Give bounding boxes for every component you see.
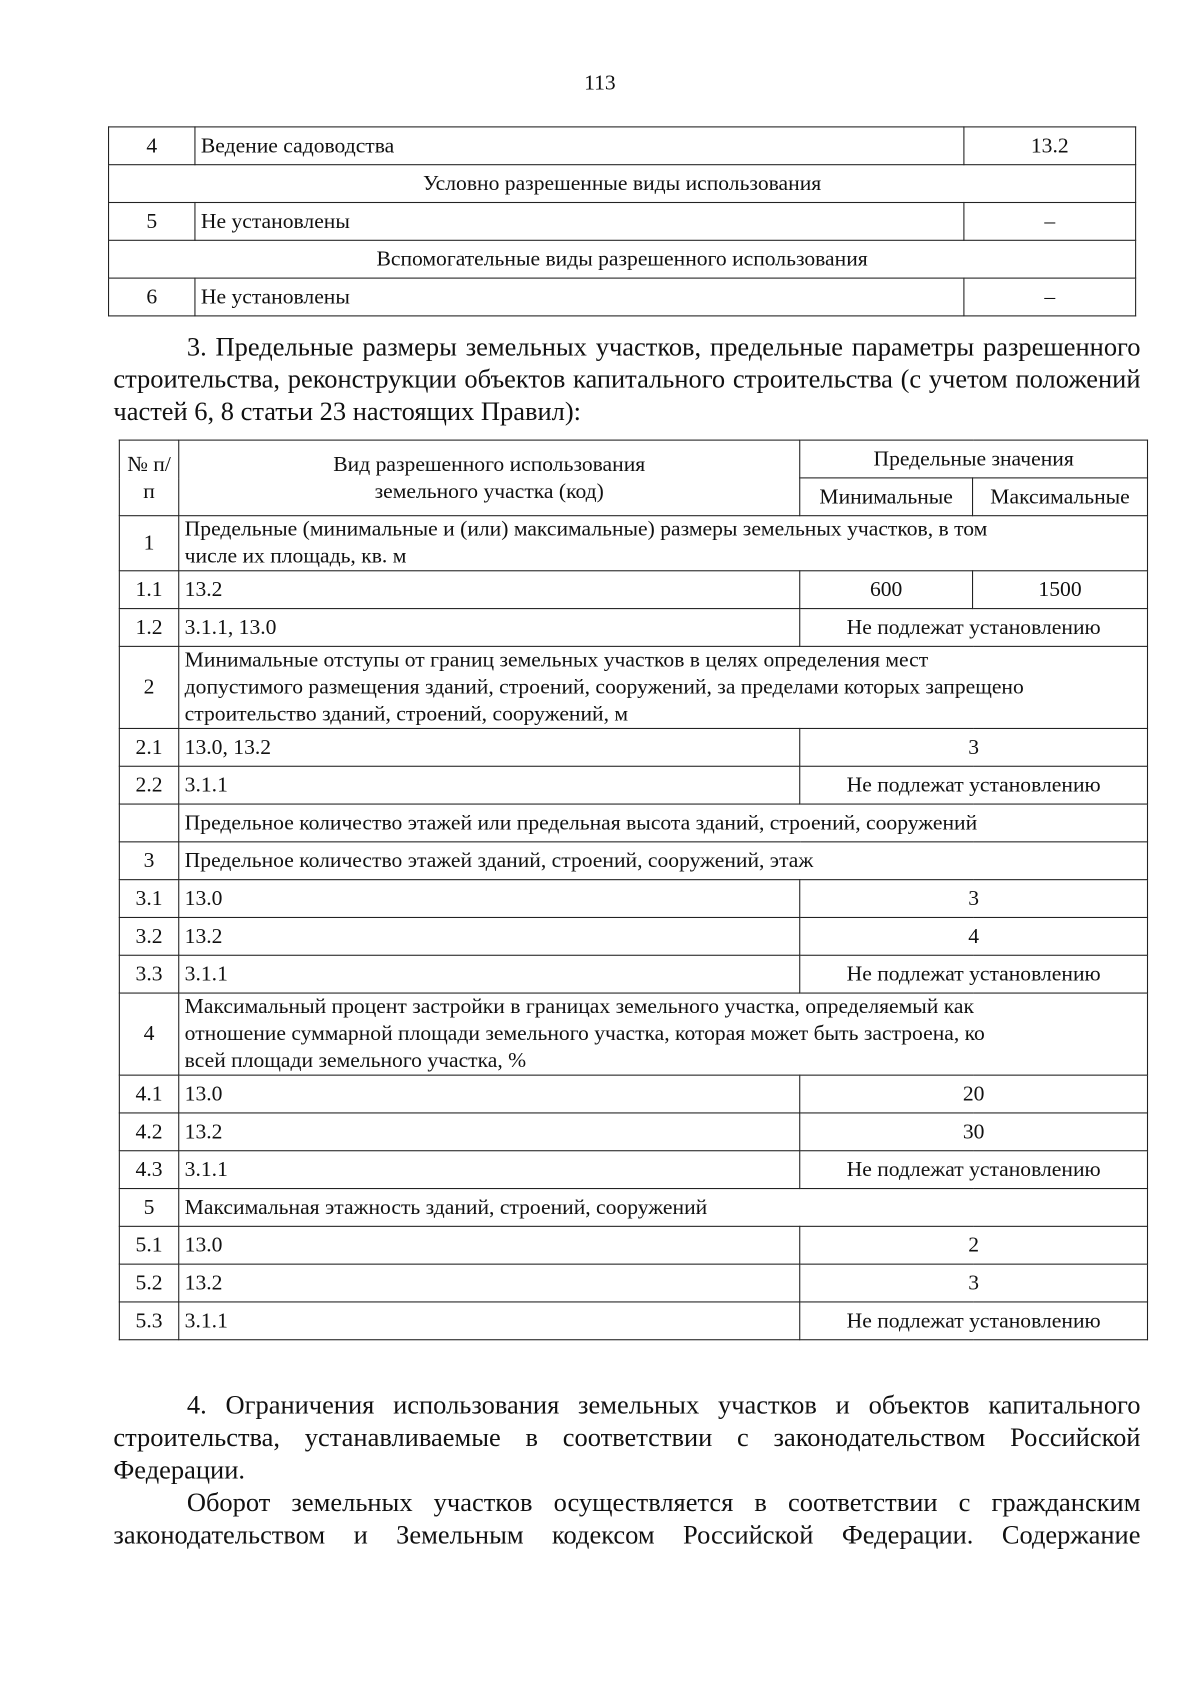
limit-value: Не подлежат установлению (800, 955, 1148, 993)
table-row (119, 1302, 1147, 1340)
group-title: Предельное количество этажей или предельная высота зданий, строений, сооружений (179, 804, 1148, 842)
table-row (119, 609, 1147, 647)
section-4-heading-text: 4. Ограничения использования земельных участков и объектов капитального строительства, устанавливаемые в соответствии с законодательством Российской Федерации. (113, 1391, 1141, 1485)
use-code: 13.2 (179, 1113, 800, 1151)
limit-value: 3 (800, 880, 1148, 918)
use-code: 3.1.1 (179, 766, 800, 804)
section-row (109, 165, 1136, 203)
section-4-heading (113, 1390, 1140, 1487)
group-row (119, 993, 1147, 1075)
table-row (119, 766, 1147, 804)
table-row (109, 127, 1136, 165)
table-row (119, 571, 1147, 609)
row-number (119, 804, 178, 842)
row-number: 5 (119, 1189, 178, 1227)
limit-value: Не подлежат установлению (800, 1302, 1148, 1340)
table-row (119, 880, 1147, 918)
section-title: Вспомогательные виды разрешенного использования (109, 240, 1136, 278)
section-title: Условно разрешенные виды использования (109, 165, 1136, 203)
row-number: 4.1 (119, 1075, 178, 1113)
limit-value: 30 (800, 1113, 1148, 1151)
row-number: 4 (109, 127, 195, 165)
header-limits: Предельные значения (800, 440, 1148, 478)
limit-value: 2 (800, 1226, 1148, 1264)
group-row (119, 804, 1147, 842)
row-number: 2.2 (119, 766, 178, 804)
row-number: 5.1 (119, 1226, 178, 1264)
group-row (119, 646, 1147, 728)
group-row (119, 1189, 1147, 1227)
row-number: 4.3 (119, 1151, 178, 1189)
use-name: Не установлены (195, 278, 964, 316)
row-number: 6 (109, 278, 195, 316)
row-number: 5.3 (119, 1302, 178, 1340)
table-row (119, 1264, 1147, 1302)
row-number: 5 (109, 203, 195, 241)
table-row (119, 728, 1147, 766)
use-code: 13.0, 13.2 (179, 728, 800, 766)
header-max: Максимальные (973, 478, 1148, 516)
row-number: 1.1 (119, 571, 178, 609)
limit-value: Не подлежат установлению (800, 609, 1148, 647)
min-value: 600 (800, 571, 973, 609)
use-code: 3.1.1, 13.0 (179, 609, 800, 647)
use-code: 13.0 (179, 880, 800, 918)
limit-value: 3 (800, 728, 1148, 766)
table-row (119, 1075, 1147, 1113)
use-code: 13.2 (179, 917, 800, 955)
table-row (119, 955, 1147, 993)
limit-value: 3 (800, 1264, 1148, 1302)
table-header-row (119, 440, 1147, 478)
group-title: Предельные (минимальные и (или) максимальные) размеры земельных участков, в том числе их площадь, кв. м (179, 516, 1148, 571)
group-row (119, 842, 1147, 880)
table-row (109, 203, 1136, 241)
table-row (109, 278, 1136, 316)
section-row (109, 240, 1136, 278)
group-title: Максимальный процент застройки в границах земельного участка, определяемый как отношение суммарной площади земельного участка, которая может быть застроена, ко всей площади земельного участка, % (179, 993, 1148, 1075)
max-value: 1500 (973, 571, 1148, 609)
row-number: 3.1 (119, 880, 178, 918)
header-num: № п/п (119, 440, 178, 516)
use-code: – (964, 203, 1136, 241)
row-number: 3.2 (119, 917, 178, 955)
group-row (119, 516, 1147, 571)
row-number: 4 (119, 993, 178, 1075)
page-number: 113 (584, 71, 616, 96)
use-code: 13.0 (179, 1075, 800, 1113)
use-code: 3.1.1 (179, 1302, 800, 1340)
use-code: 3.1.1 (179, 955, 800, 993)
group-title: Максимальная этажность зданий, строений, сооружений (179, 1189, 1148, 1227)
use-name: Не установлены (195, 203, 964, 241)
use-code: 13.0 (179, 1226, 800, 1264)
use-code: 13.2 (964, 127, 1136, 165)
limit-value: Не подлежат установлению (800, 766, 1148, 804)
row-number: 1.2 (119, 609, 178, 647)
section-4-paragraph (113, 1487, 1140, 1552)
use-code: 13.2 (179, 571, 800, 609)
use-name: Ведение садоводства (195, 127, 964, 165)
row-number: 2.1 (119, 728, 178, 766)
use-code: 3.1.1 (179, 1151, 800, 1189)
group-title: Предельное количество этажей зданий, строений, сооружений, этаж (179, 842, 1148, 880)
row-number: 3.3 (119, 955, 178, 993)
table-row (119, 1113, 1147, 1151)
limit-value: 4 (800, 917, 1148, 955)
header-kind: Вид разрешенного использования земельного участка (код) (179, 440, 800, 516)
use-code: – (964, 278, 1136, 316)
row-number: 5.2 (119, 1264, 178, 1302)
limit-value: 20 (800, 1075, 1148, 1113)
section-4-paragraph-text: Оборот земельных участков осуществляется в соответствии с гражданским законодательством и Земельным кодексом Российской Федерации. Содержание (113, 1488, 1141, 1550)
use-code: 13.2 (179, 1264, 800, 1302)
row-number: 1 (119, 516, 178, 571)
permitted-use-table (108, 126, 1136, 316)
table-row (119, 1151, 1147, 1189)
row-number: 3 (119, 842, 178, 880)
section-3-paragraph (113, 332, 1140, 429)
header-min: Минимальные (800, 478, 973, 516)
table-row (119, 917, 1147, 955)
group-title: Минимальные отступы от границ земельных участков в целях определения мест допустимого размещения зданий, строений, сооружений, за пределами которых запрещено строительство зданий, строений, сооружений, м (179, 646, 1148, 728)
row-number: 4.2 (119, 1113, 178, 1151)
table-row (119, 1226, 1147, 1264)
limit-value: Не подлежат установлению (800, 1151, 1148, 1189)
row-number: 2 (119, 646, 178, 728)
section-3-text: 3. Предельные размеры земельных участков, предельные параметры разрешенного строительства, реконструкции объектов капитального строительства (с учетом положений частей 6, 8 статьи 23 настоящих Правил): (113, 332, 1141, 427)
limits-table (119, 440, 1148, 1341)
